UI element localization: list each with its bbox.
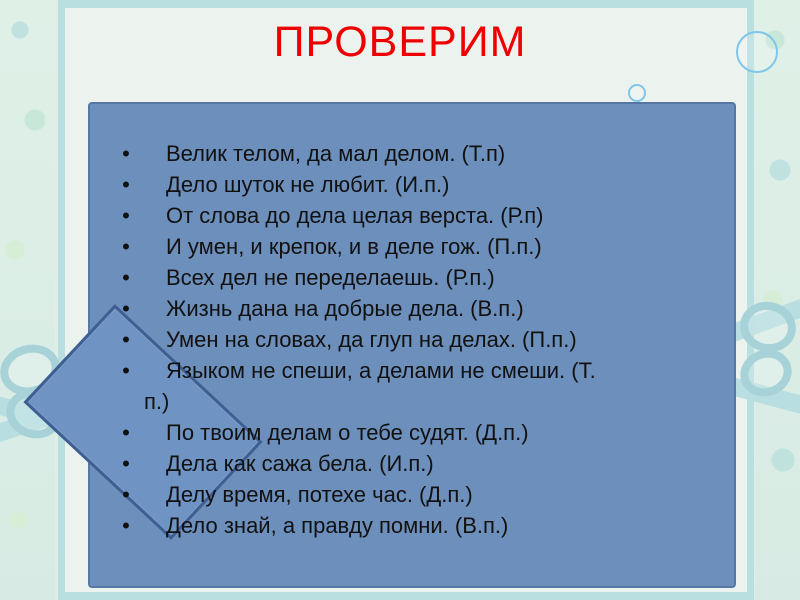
bullet-icon: • <box>122 513 130 538</box>
list-item-text: И умен, и крепок, и в деле гож. (П.п.) <box>166 234 542 259</box>
page-title: ПРОВЕРИМ <box>273 18 527 66</box>
list-item <box>106 293 726 324</box>
list-item-text-continuation: п.) <box>144 389 170 414</box>
bottom-frame-rail <box>58 592 754 600</box>
bullet-icon: • <box>122 203 130 228</box>
list-item-text-line: Языком не спеши, а делами не смеши. (Т. <box>166 358 596 383</box>
proverbs-list <box>106 138 726 541</box>
list-item <box>106 324 726 355</box>
list-item <box>106 479 726 510</box>
bullet-icon: • <box>122 172 130 197</box>
bullet-icon: • <box>122 296 130 321</box>
top-frame-rail <box>58 0 754 8</box>
bullet-icon: • <box>122 420 130 445</box>
right-floral-border <box>755 0 800 600</box>
bullet-icon: • <box>122 141 130 166</box>
list-item <box>106 200 726 231</box>
list-item <box>106 138 726 169</box>
list-item <box>106 231 726 262</box>
list-item-text: Жизнь дана на добрые дела. (В.п.) <box>166 296 524 321</box>
list-item-text <box>144 355 726 417</box>
bubble-icon <box>628 84 646 102</box>
list-item-text: Умен на словах, да глуп на делах. (П.п.) <box>166 327 577 352</box>
list-item-text: Дела как сажа бела. (И.п.) <box>166 451 434 476</box>
list-item-text: По твоим делам о тебе судят. (Д.п.) <box>166 420 529 445</box>
list-item-text: Делу время, потехе час. (Д.п.) <box>166 482 473 507</box>
list-item-text: Дело знай, а правду помни. (В.п.) <box>166 513 509 538</box>
bullet-icon: • <box>122 265 130 290</box>
list-item <box>106 510 726 541</box>
bullet-icon: • <box>122 234 130 259</box>
list-item <box>106 448 726 479</box>
bullet-icon: • <box>122 451 130 476</box>
bullet-icon: • <box>122 482 130 507</box>
list-item <box>106 169 726 200</box>
bullet-icon: • <box>122 358 130 383</box>
list-item <box>106 417 726 448</box>
list-item-text: Велик телом, да мал делом. (Т.п) <box>166 141 506 166</box>
list-item-text: Дело шуток не любит. (И.п.) <box>166 172 450 197</box>
bullet-icon: • <box>122 327 130 352</box>
list-item-text: Всех дел не переделаешь. (Р.п.) <box>166 265 495 290</box>
list-item-text: От слова до дела целая верста. (Р.п) <box>166 203 544 228</box>
list-item <box>106 262 726 293</box>
list-item <box>106 355 726 417</box>
left-floral-border <box>0 0 55 600</box>
